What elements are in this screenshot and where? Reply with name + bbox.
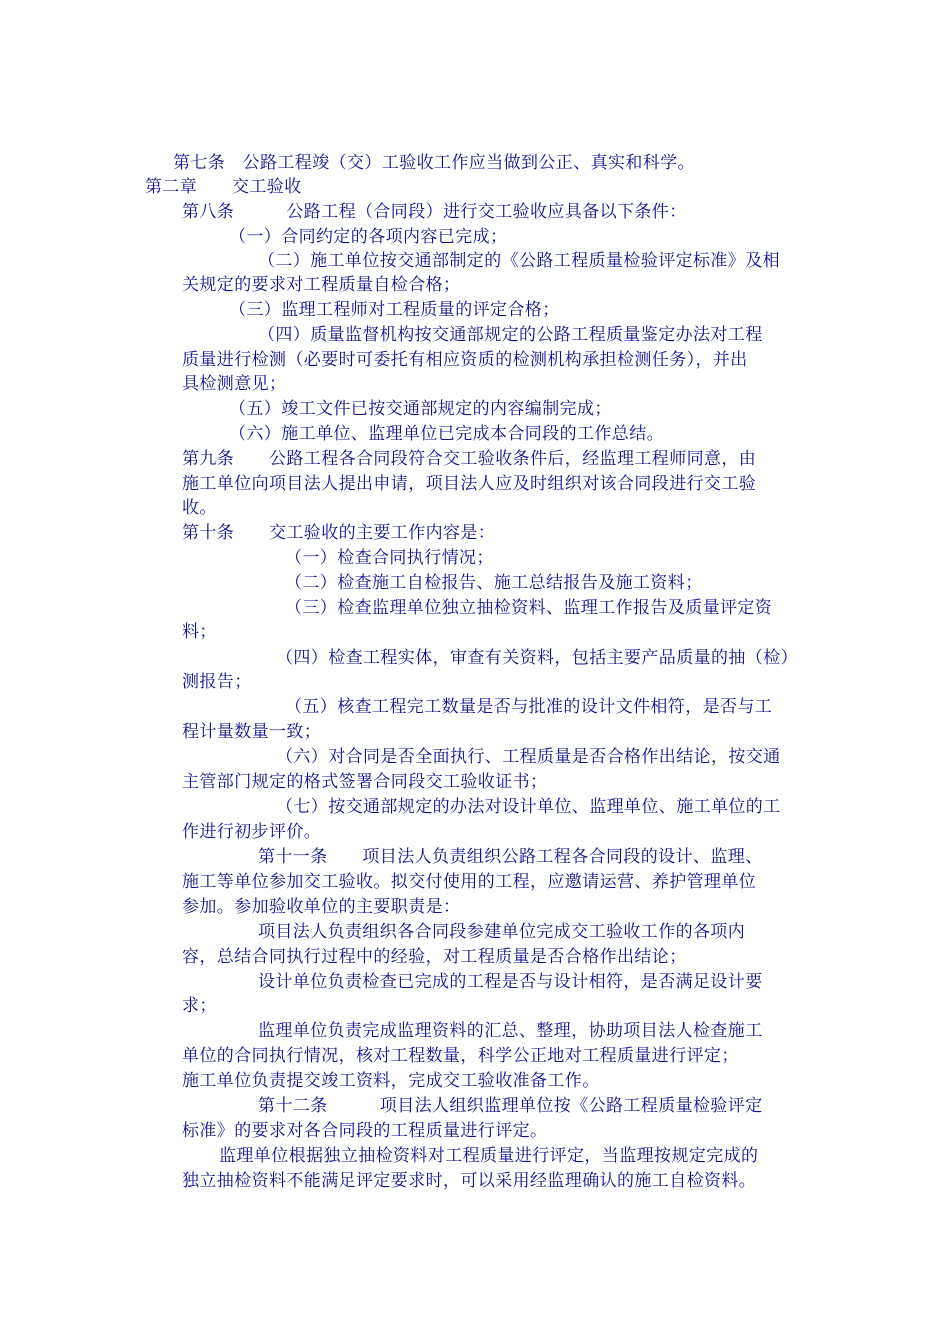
- article-8-item-5: （五）竣工文件已按交通部规定的内容编制完成；: [229, 399, 612, 419]
- chapter-2-heading: 第二章 交工验收: [145, 177, 302, 197]
- duty-supervision-unit-cont: 单位的合同执行情况，核对工程数量，科学公正地对工程质量进行评定；: [182, 1046, 739, 1066]
- article-12-cont: 标准》的要求对各合同段的工程质量进行评定。: [182, 1121, 548, 1141]
- article-12: 第十二条 项目法人组织监理单位按《公路工程质量检验评定: [258, 1096, 763, 1116]
- article-8-item-3: （三）监理工程师对工程质量的评定合格；: [229, 300, 560, 320]
- article-8-item-4-cont2: 具检测意见；: [182, 374, 287, 394]
- article-10-item-3-cont: 料；: [182, 622, 217, 642]
- article-10-item-1: （一）检查合同执行情况；: [285, 548, 494, 568]
- duty-project-owner-cont: 容，总结合同执行过程中的经验，对工程质量是否合格作出结论；: [182, 947, 687, 967]
- article-11: 第十一条 项目法人负责组织公路工程各合同段的设计、监理、: [258, 847, 763, 867]
- article-8-item-2: （二）施工单位按交通部制定的《公路工程质量检验评定标准》及相: [258, 251, 780, 271]
- article-11-cont: 施工等单位参加交工验收。拟交付使用的工程，应邀请运营、养护管理单位: [182, 872, 757, 892]
- article-12-para-cont: 独立抽检资料不能满足评定要求时，可以采用经监理确认的施工自检资料。: [182, 1171, 757, 1191]
- article-8-heading: 第八条 公路工程（合同段）进行交工验收应具备以下条件：: [182, 202, 687, 222]
- duty-design-unit: 设计单位负责检查已完成的工程是否与设计相符，是否满足设计要: [258, 972, 763, 992]
- duty-design-unit-cont: 求；: [182, 996, 217, 1016]
- article-12-para: 监理单位根据独立抽检资料对工程质量进行评定，当监理按规定完成的: [219, 1146, 759, 1166]
- duty-supervision-unit: 监理单位负责完成监理资料的汇总、整理，协助项目法人检查施工: [258, 1021, 763, 1041]
- article-8-item-2-cont: 关规定的要求对工程质量自检合格；: [182, 275, 461, 295]
- duty-construction-unit: 施工单位负责提交竣工资料，完成交工验收准备工作。: [182, 1071, 600, 1091]
- article-10-item-6-cont: 主管部门规定的格式签署合同段交工验收证书；: [182, 772, 548, 792]
- article-8-item-1: （一）合同约定的各项内容已完成；: [229, 227, 508, 247]
- article-9-cont2: 收。: [182, 498, 217, 518]
- article-8-item-4: （四）质量监督机构按交通部规定的公路工程质量鉴定办法对工程: [258, 325, 763, 345]
- article-8-item-6: （六）施工单位、监理单位已完成本合同段的工作总结。: [229, 424, 664, 444]
- article-8-item-4-cont: 质量进行检测（必要时可委托有相应资质的检测机构承担检测任务），并出: [182, 350, 748, 370]
- duty-project-owner: 项目法人负责组织各合同段参建单位完成交工验收工作的各项内: [258, 922, 746, 942]
- article-10-item-6: （六）对合同是否全面执行、工程质量是否合格作出结论，按交通: [276, 747, 781, 767]
- article-11-cont2: 参加。参加验收单位的主要职责是：: [182, 897, 461, 917]
- article-10-item-3: （三）检查监理单位独立抽检资料、监理工作报告及质量评定资: [285, 598, 773, 618]
- article-10-item-2: （二）检查施工自检报告、施工总结报告及施工资料；: [285, 573, 703, 593]
- article-10-item-5: （五）核查工程完工数量是否与批准的设计文件相符，是否与工: [285, 697, 773, 717]
- article-10-item-7: （七）按交通部规定的办法对设计单位、监理单位、施工单位的工: [276, 797, 781, 817]
- article-10-item-7-cont: 作进行初步评价。: [182, 822, 322, 842]
- article-10-heading: 第十条 交工验收的主要工作内容是：: [182, 523, 496, 543]
- article-9-cont: 施工单位向项目法人提出申请，项目法人应及时组织对该合同段进行交工验: [182, 474, 757, 494]
- article-7: 第七条 公路工程竣（交）工验收工作应当做到公正、真实和科学。: [173, 153, 695, 173]
- article-10-item-4-cont: 测报告；: [182, 672, 252, 692]
- article-9: 第九条 公路工程各合同段符合交工验收条件后，经监理工程师同意，由: [182, 449, 757, 469]
- article-10-item-4: （四）检查工程实体，审查有关资料，包括主要产品质量的抽（检）: [276, 648, 798, 668]
- article-10-item-5-cont: 程计量数量一致；: [182, 722, 322, 742]
